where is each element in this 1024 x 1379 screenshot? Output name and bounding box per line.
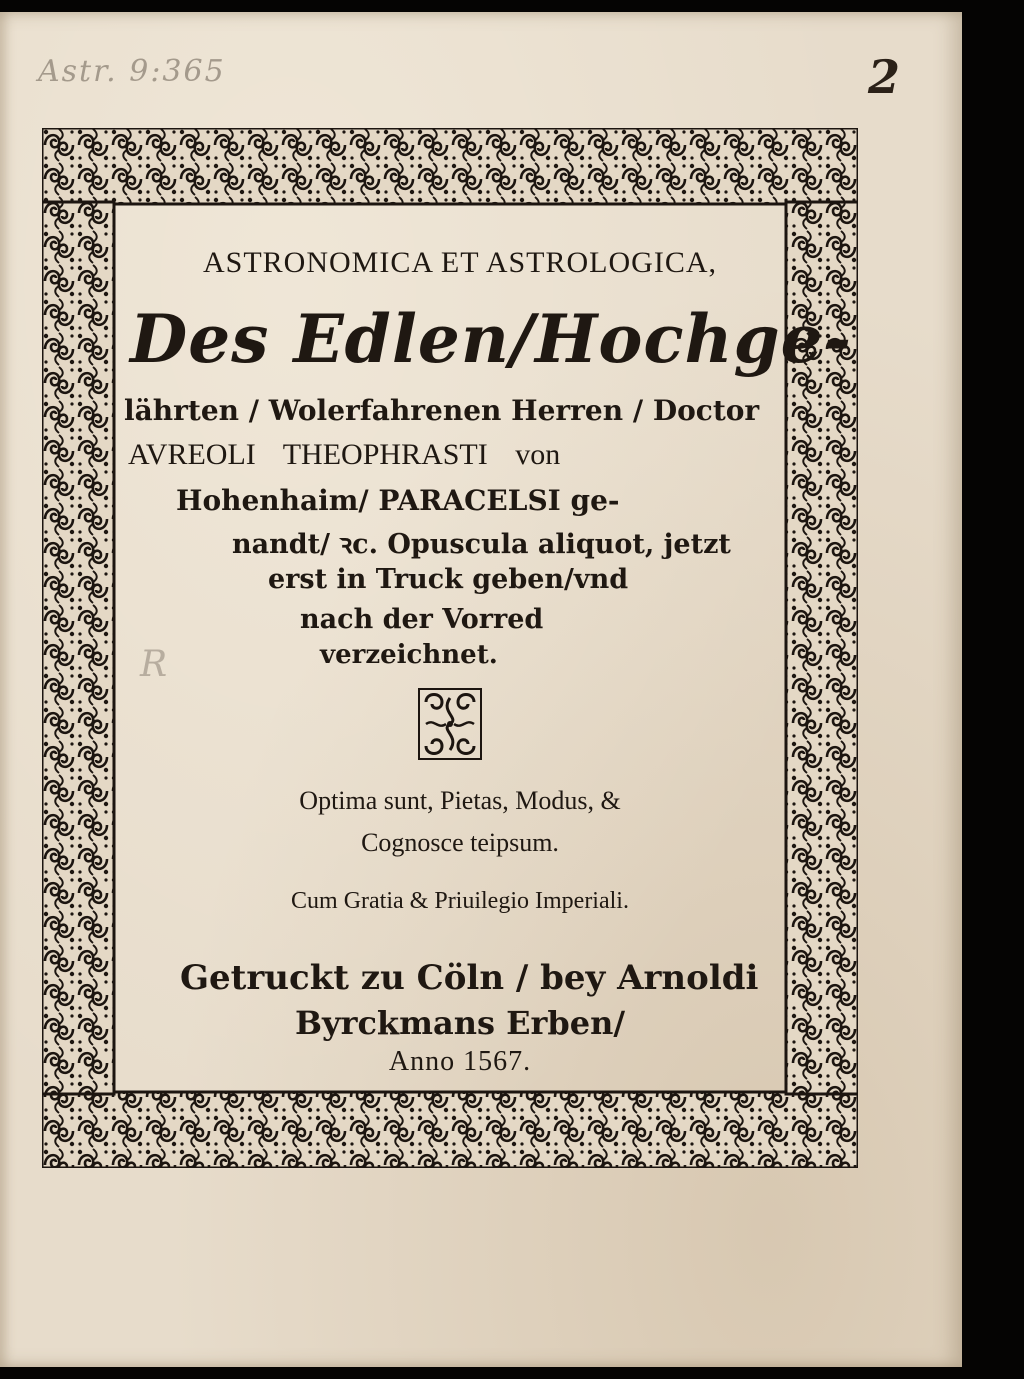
motto-line-1: Optima sunt, Pietas, Modus, & [299, 786, 621, 815]
author-line-6: nach der Vorred [300, 604, 544, 635]
author-line-5: erst in Truck geben/vnd [268, 564, 629, 595]
author-line-3: Hohenhaim/ PARACELSI ge- [176, 484, 620, 517]
imprint-line-2: Byrckmans Erben/ [294, 1004, 626, 1042]
imprint-year: Anno 1567. [388, 1046, 532, 1077]
blackletter-heading: Des Edlen/Hochge- [130, 300, 853, 378]
privilege-line: Cum Gratia & Priuilegio Imperiali. [291, 888, 629, 914]
fleuron-ornament [418, 688, 482, 764]
fleuron-graphic [418, 688, 482, 760]
folio-number: 2 [868, 50, 901, 104]
pencil-shelfmark: Astr. 9:365 [38, 54, 226, 89]
imprint-line-1: Getruckt zu Cöln / bey Arnoldi [180, 958, 759, 998]
motto-line-2: Cognosce teipsum. [361, 828, 559, 857]
book-title: ASTRONOMICA ET ASTROLOGICA, [203, 246, 717, 279]
author-line-7: verzeichnet. [320, 640, 498, 670]
margin-mark: R [140, 644, 168, 685]
author-line-1: lährten / Wolerfahrenen Herren / Doctor [124, 394, 760, 427]
author-line-4: nandt/ ꝛc. Opuscula aliquot, jetzt [232, 529, 731, 560]
author-line-2: AVREOLI THEOPHRASTI von [128, 438, 561, 471]
